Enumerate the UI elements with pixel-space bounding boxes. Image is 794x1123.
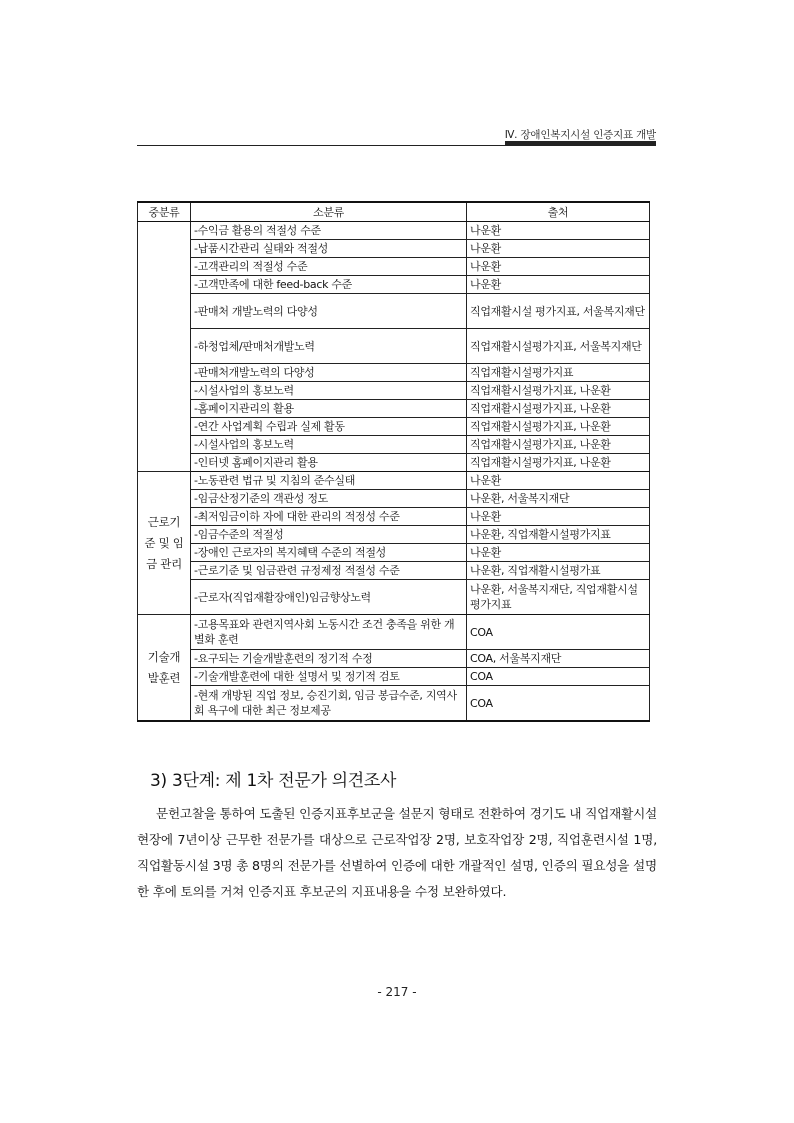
sub-cell: -하청업체/판매처개발노력 <box>191 329 467 364</box>
source-cell: 나운환 <box>467 472 650 490</box>
table-row <box>138 222 650 240</box>
source-cell: COA <box>467 686 650 722</box>
source-cell: 직업재활시설평가지표, 서울복지재단 <box>467 329 650 364</box>
table-row <box>138 526 650 544</box>
source-cell: 직업재활시설평가지표, 나운환 <box>467 436 650 454</box>
source-cell: 나운환 <box>467 508 650 526</box>
sub-cell: -시설사업의 홍보노력 <box>191 436 467 454</box>
table-row <box>138 508 650 526</box>
source-table <box>137 201 650 722</box>
table-row <box>138 686 650 722</box>
category-cell: 근로기 준 및 임금 관리 <box>138 472 191 615</box>
source-cell: 나운환 <box>467 544 650 562</box>
table-row <box>138 544 650 562</box>
table-row <box>138 472 650 490</box>
sub-cell: -임금수준의 적절성 <box>191 526 467 544</box>
source-cell: COA <box>467 615 650 650</box>
table-row <box>138 490 650 508</box>
table-row <box>138 258 650 276</box>
source-cell: 나운환 <box>467 258 650 276</box>
source-cell: 나운환, 서울복지재단 <box>467 490 650 508</box>
table-row <box>138 294 650 329</box>
table-row <box>138 276 650 294</box>
sub-cell: -판매처 개발노력의 다양성 <box>191 294 467 329</box>
table-row <box>138 454 650 472</box>
sub-cell: -근로자(직업재활장애인)임금향상노력 <box>191 580 467 615</box>
source-cell: 직업재활시설평가지표, 나운환 <box>467 454 650 472</box>
sub-cell: -노동관련 법규 및 지침의 준수실태 <box>191 472 467 490</box>
category-cell: 기술개 발훈련 <box>138 615 191 722</box>
source-cell: 나운환 <box>467 222 650 240</box>
table-header-row <box>138 202 650 222</box>
table-row <box>138 240 650 258</box>
col-header-source: 출처 <box>467 202 650 222</box>
sub-cell: -기술개발훈련에 대한 설명서 및 정기적 검토 <box>191 668 467 686</box>
table-row <box>138 364 650 382</box>
category-cell <box>138 222 191 472</box>
source-cell: 나운환 <box>467 276 650 294</box>
table-row <box>138 436 650 454</box>
sub-cell: -요구되는 기술개발훈련의 정기적 수정 <box>191 650 467 668</box>
running-header: Ⅳ. 장애인복지시설 인증지표 개발 <box>504 129 656 141</box>
table-row <box>138 418 650 436</box>
sub-cell: -최저임금이하 자에 대한 관리의 적정성 수준 <box>191 508 467 526</box>
sub-cell: -현재 개방된 직업 정보, 승진기회, 임금 봉급수준, 지역사회 욕구에 대한 최근 정보제공 <box>191 686 467 722</box>
source-cell: 직업재활시설 평가지표, 서울복지재단 <box>467 294 650 329</box>
source-cell: 직업재활시설평가지표, 나운환 <box>467 382 650 400</box>
col-header-category: 중분류 <box>138 202 191 222</box>
source-cell: 직업재활시설평가지표, 나운환 <box>467 418 650 436</box>
page-number: - 217 - <box>377 985 417 999</box>
sub-cell: -납품시간관리 실태와 적절성 <box>191 240 467 258</box>
header-rule <box>137 145 656 146</box>
sub-cell: -인터넷 홈페이지관리 활용 <box>191 454 467 472</box>
table-row <box>138 382 650 400</box>
source-cell: 직업재활시설평가지표 <box>467 364 650 382</box>
table-row <box>138 615 650 650</box>
table-row <box>138 329 650 364</box>
source-cell: 나운환, 직업재활시설평가지표 <box>467 526 650 544</box>
table-row <box>138 400 650 418</box>
col-header-subcategory: 소분류 <box>191 202 467 222</box>
sub-cell: -임금산정기준의 객관성 정도 <box>191 490 467 508</box>
sub-cell: -고객관리의 적절성 수준 <box>191 258 467 276</box>
table-row <box>138 668 650 686</box>
source-cell: 나운환, 서울복지재단, 직업재활시설평가지표 <box>467 580 650 615</box>
sub-cell: -홈페이지관리의 활용 <box>191 400 467 418</box>
sub-cell: -고용목표와 관련지역사회 노동시간 조건 충족을 위한 개별화 훈련 <box>191 615 467 650</box>
source-cell: COA, 서울복지재단 <box>467 650 650 668</box>
sub-cell: -근로기준 및 임금관련 규정제정 적절성 수준 <box>191 562 467 580</box>
source-cell: COA <box>467 668 650 686</box>
sub-cell: -연간 사업계획 수립과 실제 활동 <box>191 418 467 436</box>
sub-cell: -시설사업의 홍보노력 <box>191 382 467 400</box>
source-cell: 나운환, 직업재활시설평가표 <box>467 562 650 580</box>
body-paragraph: 문헌고찰을 통하여 도출된 인증지표후보군을 설문지 형태로 전환하여 경기도 내 직업재활시설현장에 7년이상 근무한 전문가를 대상으로 근로작업장 2명, 보호작업장 2명, 직업훈련시설 1명, 직업활동시설 3명 총 8명의 전문가를 선별하여 인증에 대한 개괄적인 설명, 인증의 필요성을 설명한 후에 토의를 거쳐 인증지표 후보군의 지표내용을 수정 보완하였다. <box>137 806 657 899</box>
source-cell: 나운환 <box>467 240 650 258</box>
sub-cell: -판매처개발노력의 다양성 <box>191 364 467 382</box>
source-cell: 직업재활시설평가지표, 나운환 <box>467 400 650 418</box>
sub-cell: -수익금 활용의 적절성 수준 <box>191 222 467 240</box>
table-row <box>138 650 650 668</box>
table-row <box>138 562 650 580</box>
table-row <box>138 580 650 615</box>
section-title: 3) 3단계: 제 1차 전문가 의견조사 <box>150 771 397 791</box>
sub-cell: -장애인 근로자의 복지혜택 수준의 적절성 <box>191 544 467 562</box>
sub-cell: -고객만족에 대한 feed-back 수준 <box>191 276 467 294</box>
